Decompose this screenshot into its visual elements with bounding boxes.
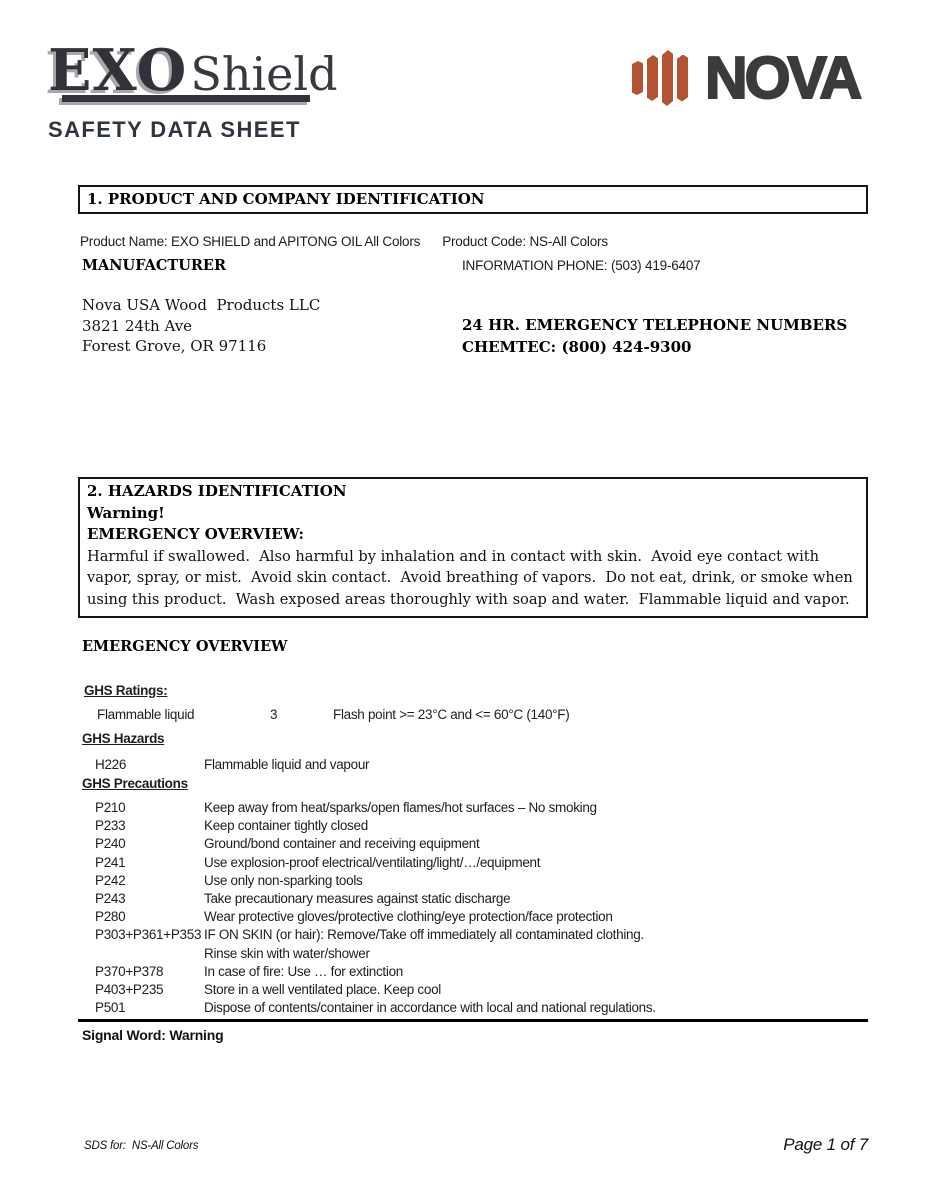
nova-bar-icon bbox=[647, 55, 658, 101]
nova-bar-icon bbox=[677, 55, 688, 102]
precaution-code: P241 bbox=[95, 854, 126, 870]
precaution-code: P280 bbox=[95, 909, 126, 925]
precaution-text: In case of fire: Use … for extinction bbox=[204, 963, 403, 979]
footer-page-number: Page 1 of 7 bbox=[783, 1135, 868, 1154]
ghs-hazard-row bbox=[95, 757, 835, 772]
address-line2: Forest Grove, OR 97116 bbox=[82, 337, 267, 356]
address-line1: 3821 24th Ave bbox=[82, 316, 193, 335]
precaution-code: P403+P235 bbox=[95, 982, 164, 998]
ghs-precaution-row bbox=[95, 854, 857, 872]
signal-word: Signal Word: Warning bbox=[82, 1027, 224, 1043]
precaution-text: Keep container tightly closed bbox=[204, 818, 368, 834]
ghs-hazards-heading: GHS Hazards bbox=[82, 731, 165, 746]
precaution-text: Wear protective gloves/protective clothing/eye protection/face protection bbox=[204, 909, 613, 925]
product-code-label: Product Code: bbox=[442, 234, 526, 249]
horizontal-rule bbox=[78, 1019, 868, 1022]
information-phone: INFORMATION PHONE: (503) 419-6407 bbox=[462, 258, 701, 273]
precaution-code: P210 bbox=[95, 800, 126, 815]
precaution-code: P233 bbox=[95, 818, 126, 834]
ghs-precaution-row bbox=[95, 908, 857, 926]
ghs-precaution-row bbox=[95, 835, 857, 853]
manufacturer-address bbox=[82, 295, 320, 357]
precaution-text: Take precautionary measures against static discharge bbox=[204, 891, 511, 907]
ghs-ratings-heading: GHS Ratings: bbox=[84, 683, 168, 698]
warning-line: Warning! bbox=[87, 503, 165, 522]
ghs-precaution-row bbox=[95, 872, 857, 890]
product-name-label: Product Name: bbox=[80, 234, 168, 249]
manufacturer-heading: MANUFACTURER bbox=[82, 257, 227, 274]
product-line bbox=[80, 234, 608, 249]
safety-data-sheet-title: SAFETY DATA SHEET bbox=[48, 117, 301, 142]
ghs-precaution-row bbox=[95, 817, 857, 835]
footer-sds-for: SDS for: NS-All Colors bbox=[84, 1140, 199, 1152]
ghs-precautions-list bbox=[95, 799, 857, 1017]
rating-value: 3 bbox=[270, 707, 278, 722]
ghs-rating-row bbox=[97, 707, 797, 722]
precaution-code: P243 bbox=[95, 891, 126, 907]
ghs-precaution-row bbox=[95, 890, 857, 908]
emergency-phone-block bbox=[462, 315, 847, 358]
nova-bar-icon bbox=[662, 50, 673, 106]
nova-bar-icon bbox=[632, 61, 643, 95]
exo-logo-text: EXO bbox=[48, 37, 188, 104]
ghs-precaution-row bbox=[95, 799, 857, 817]
precaution-text: Dispose of contents/container in accordance with local and national regulations. bbox=[204, 1000, 656, 1016]
emergency-phone: CHEMTEC: (800) 424-9300 bbox=[462, 337, 692, 356]
hazard-text: Flammable liquid and vapour bbox=[204, 757, 370, 772]
ghs-precaution-row bbox=[95, 999, 857, 1017]
section2-title: 2. HAZARDS IDENTIFICATION bbox=[87, 482, 347, 500]
exoshield-wordmark bbox=[48, 37, 338, 104]
ghs-precaution-row bbox=[95, 963, 857, 981]
shield-logo-text: Shield bbox=[190, 47, 338, 101]
section1-box bbox=[78, 185, 868, 214]
precaution-code: P370+P378 bbox=[95, 963, 164, 979]
product-name-value: EXO SHIELD and APITONG OIL All Colors bbox=[171, 234, 421, 249]
precaution-text-line2: Rinse skin with water/shower bbox=[204, 945, 370, 961]
exoshield-logo bbox=[48, 37, 338, 143]
ghs-precaution-row bbox=[95, 926, 857, 962]
emergency-title: 24 HR. EMERGENCY TELEPHONE NUMBERS bbox=[462, 316, 848, 334]
precaution-text: Use explosion-proof electrical/ventilating/light/…/equipment bbox=[204, 854, 541, 870]
precaution-code: P240 bbox=[95, 836, 126, 852]
precaution-text: Keep away from heat/sparks/open flames/hot surfaces – No smoking bbox=[204, 800, 597, 815]
nova-logo-text: NOVA bbox=[705, 45, 860, 111]
section2-box bbox=[78, 477, 868, 618]
emergency-overview-heading: EMERGENCY OVERVIEW bbox=[82, 638, 288, 655]
nova-bars-icon bbox=[632, 50, 692, 106]
precaution-code: P303+P361+P353 bbox=[95, 927, 202, 943]
rating-name: Flammable liquid bbox=[97, 707, 195, 722]
product-code-value: NS-All Colors bbox=[529, 234, 608, 249]
precaution-text bbox=[204, 926, 857, 962]
emergency-overview-text: Harmful if swallowed. Also harmful by inhalation and in contact with skin. Avoid eye contact with vapor, spray, or mist. Avoid skin contact. Avoid breathing of vapors. Do not eat, drink, or smoke when using this product. Wash exposed areas thoroughly with soap and water. Flammable liquid and vapor. bbox=[87, 547, 858, 608]
precaution-text: Store in a well ventilated place. Keep cool bbox=[204, 982, 442, 998]
nova-logo bbox=[632, 45, 860, 111]
precaution-text: Ground/bond container and receiving equipment bbox=[204, 836, 480, 852]
section1-title: 1. PRODUCT AND COMPANY IDENTIFICATION bbox=[87, 190, 485, 208]
precaution-code: P501 bbox=[95, 1000, 126, 1016]
rating-detail: Flash point >= 23°C and <= 60°C (140°F) bbox=[333, 707, 570, 722]
precaution-text: Use only non-sparking tools bbox=[204, 872, 363, 888]
ghs-precautions-heading: GHS Precautions bbox=[82, 776, 188, 791]
precaution-text-line1: IF ON SKIN (or hair): Remove/Take off immediately all contaminated clothing. bbox=[204, 927, 644, 943]
emergency-overview-label: EMERGENCY OVERVIEW: bbox=[87, 525, 305, 543]
manufacturer-name: Nova USA Wood Products LLC bbox=[82, 296, 321, 314]
hazard-code: H226 bbox=[95, 757, 127, 772]
precaution-code: P242 bbox=[95, 872, 126, 888]
ghs-precaution-row bbox=[95, 981, 857, 999]
